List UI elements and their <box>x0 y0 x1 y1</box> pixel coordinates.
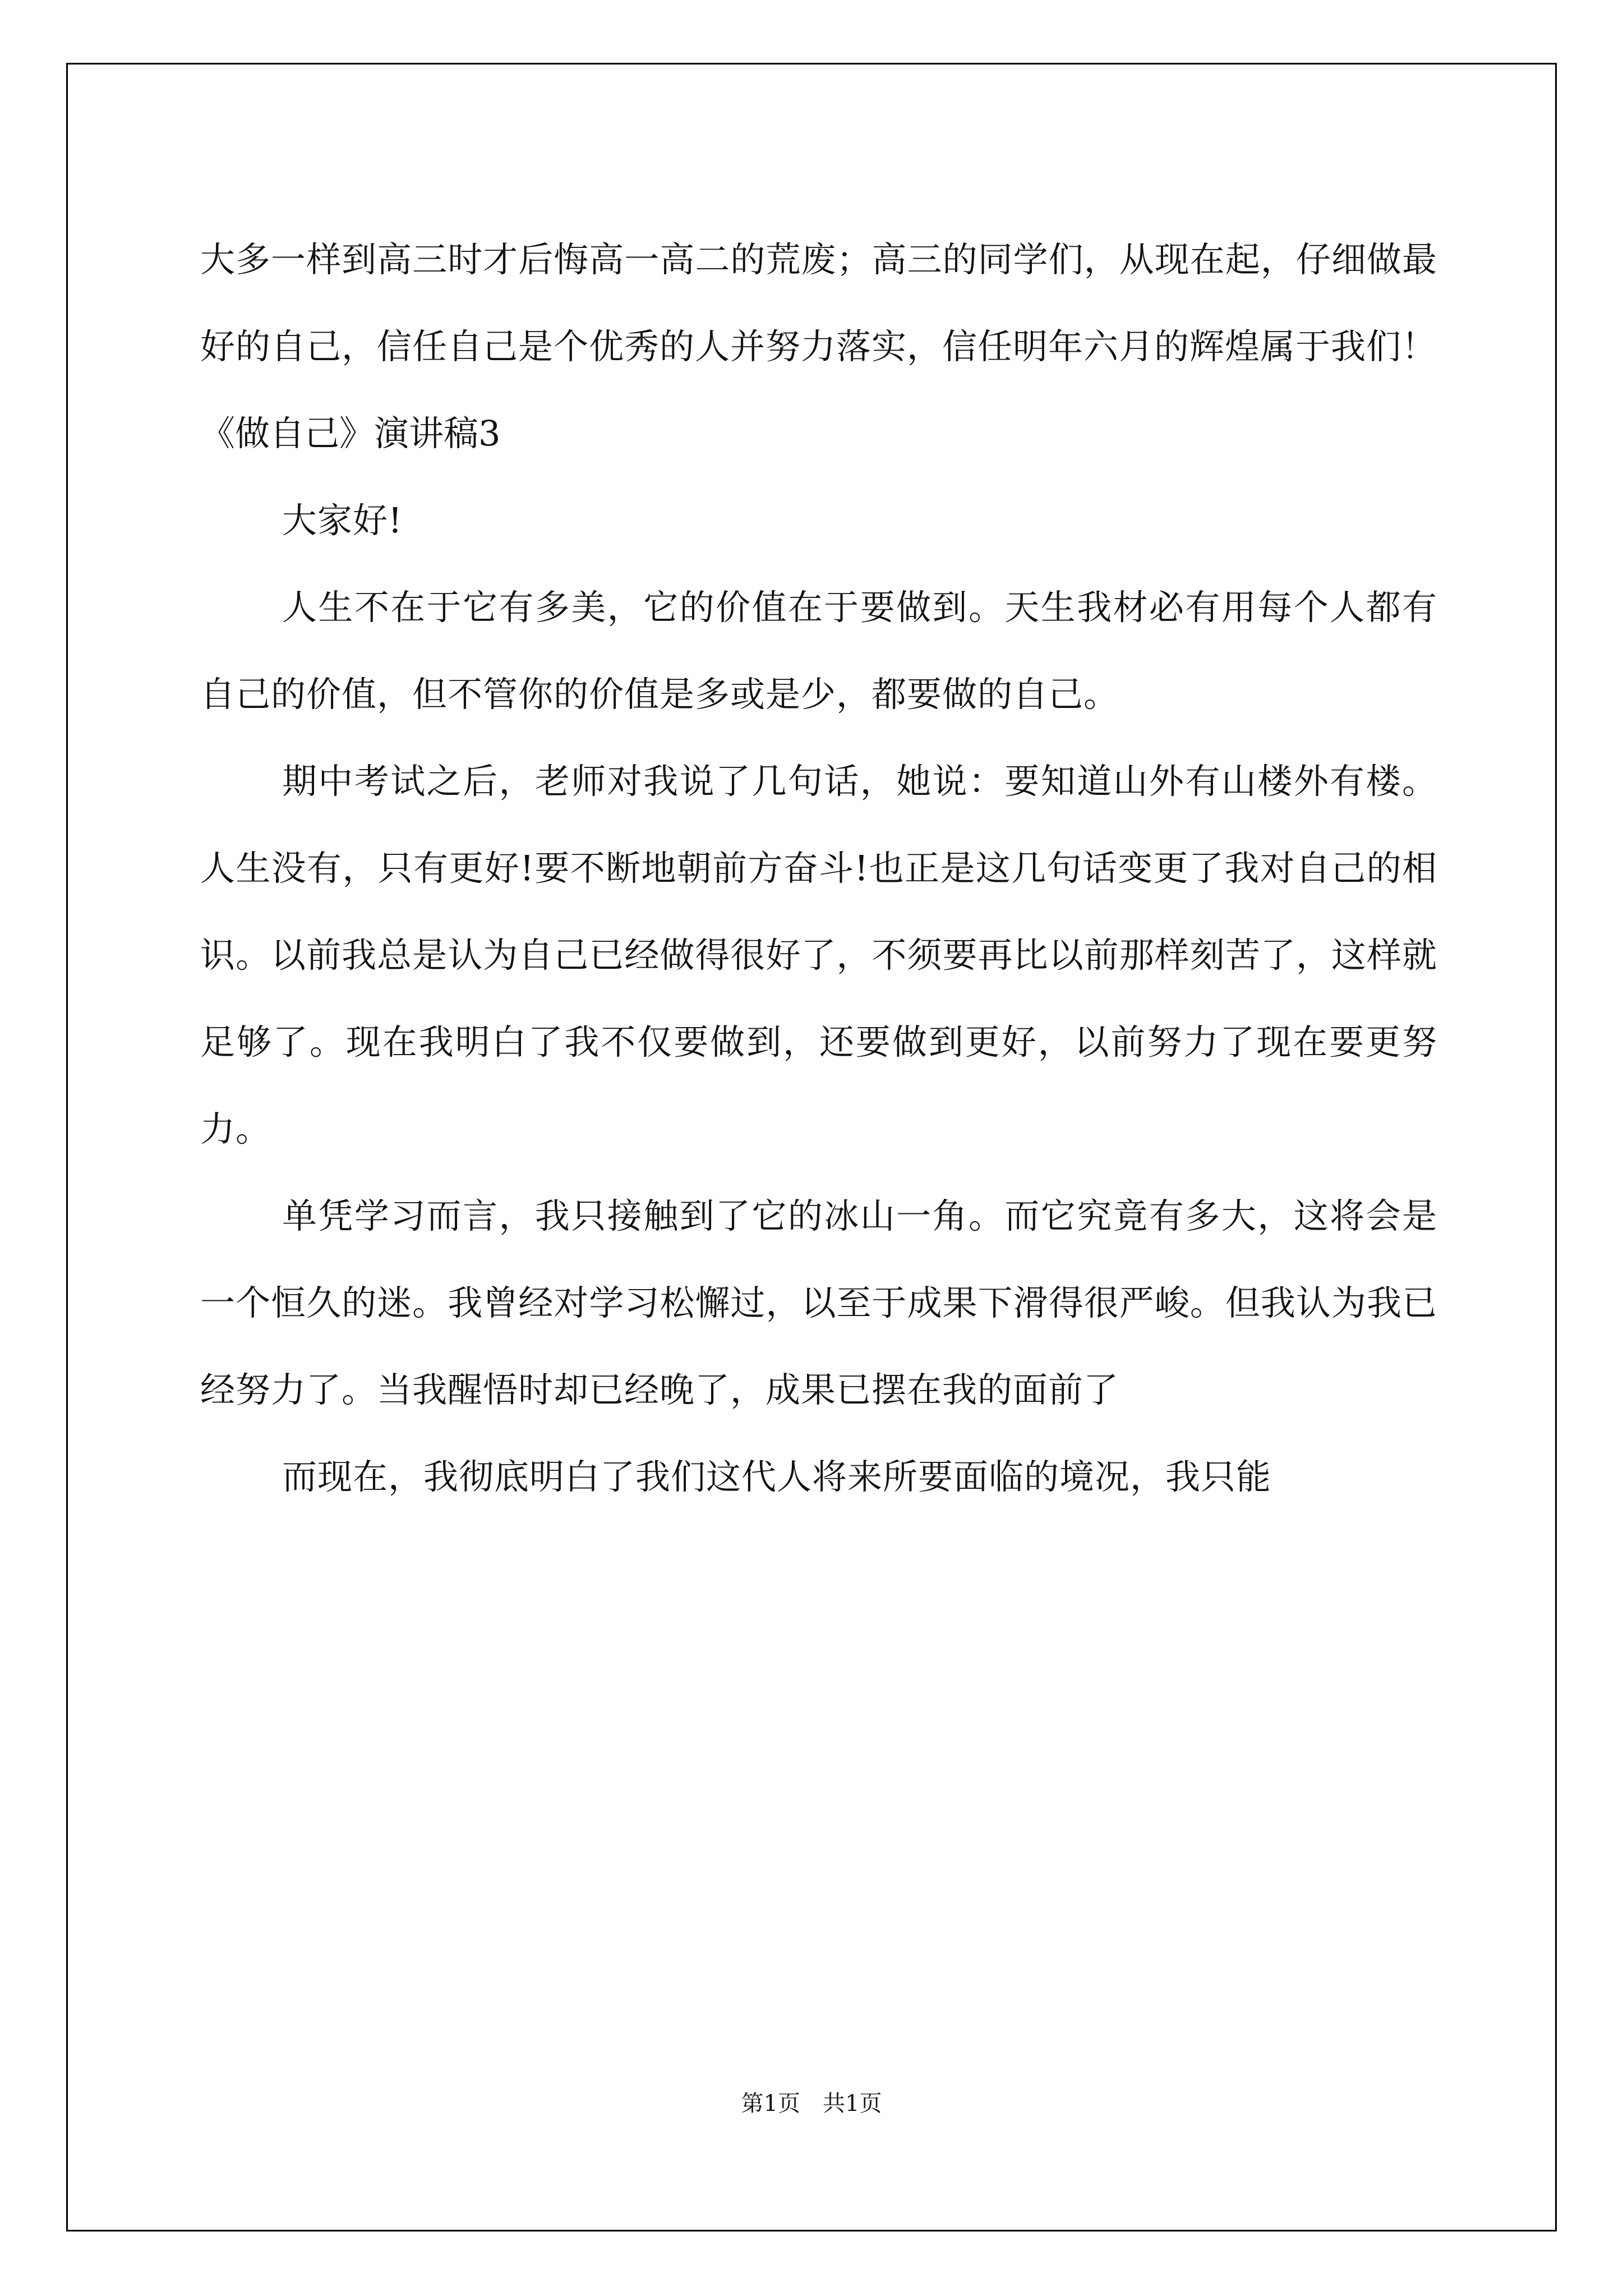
section-heading: 《做自己》演讲稿3 <box>200 413 501 454</box>
page-footer: 第1页 共1页 <box>741 2091 882 2116</box>
paragraph: 人生不在于它有多美，它的价值在于要做到。天生我材必有用每个人都有自己的价值，但不管你的价值是多或是少，都要做的自己。 <box>200 587 1437 715</box>
paragraph: 单凭学习而言，我只接触到了它的冰山一角。而它究竟有多大，这将会是一个恒久的迷。我曾经对学习松懈过，以至于成果下滑得很严峻。但我认为我已经努力了。当我醒悟时却已经晚了，成果已摆在我的面前了 <box>200 1195 1437 1410</box>
paragraph: 期中考试之后，老师对我说了几句话，她说：要知道山外有山楼外有楼。人生没有，只有更好!要不断地朝前方奋斗!也正是这几句话变更了我对自己的相识。以前我总是认为自己已经做得很好了，不须要再比以前那样刻苦了，这样就足够了。现在我明白了我不仅要做到，还要做到更好，以前努力了现在要更努力。 <box>200 761 1437 1149</box>
paragraph-continuation: 大多一样到高三时才后悔高一高二的荒废；高三的同学们，从现在起，仔细做最好的自己，信任自己是个优秀的人并努力落实，信任明年六月的辉煌属于我们！ <box>200 239 1437 367</box>
document-body <box>200 216 1437 1520</box>
paragraph-greeting: 大家好! <box>282 500 403 541</box>
paragraph: 而现在，我彻底明白了我们这代人将来所要面临的境况，我只能 <box>282 1456 1272 1497</box>
